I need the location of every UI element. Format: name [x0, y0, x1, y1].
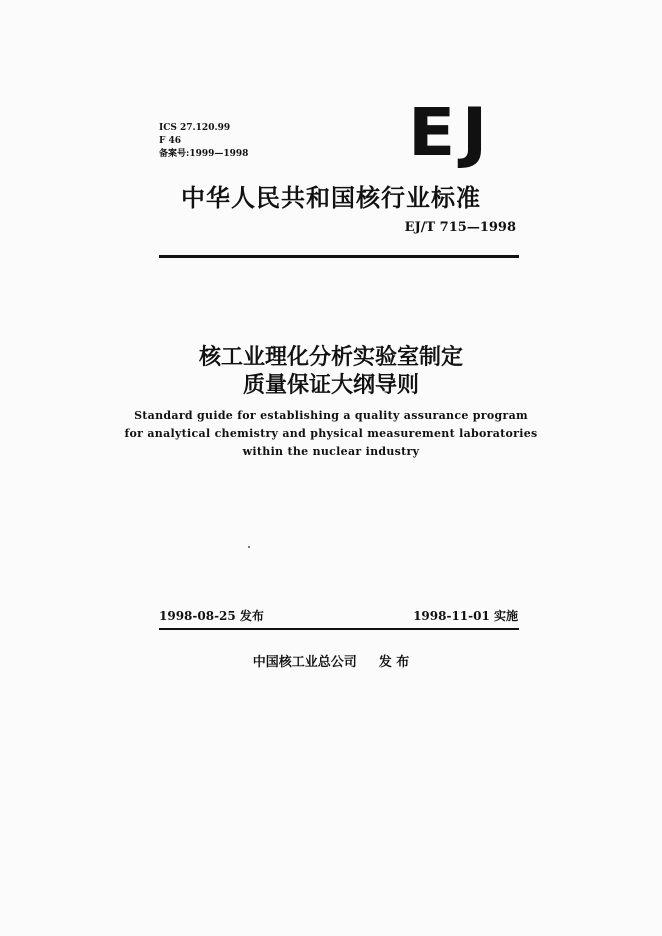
ej-logo: EJ	[407, 94, 494, 171]
ics-code: ICS 27.120.99	[159, 123, 231, 133]
english-title-line-3: within the nuclear industry	[242, 445, 420, 458]
standard-category-title: 中华人民共和国核行业标准	[181, 184, 481, 212]
bottom-divider	[159, 628, 519, 630]
publisher-name: 中国核工业总公司	[252, 655, 357, 670]
scan-speck	[248, 546, 250, 548]
chinese-title-line-2: 质量保证大纲导则	[242, 373, 419, 398]
chinese-title-line-1: 核工业理化分析实验室制定	[198, 345, 463, 370]
registration-number: 备案号:1999—1998	[159, 149, 249, 159]
issue-date: 1998-08-25 发布	[159, 609, 264, 623]
publisher-action: 发 布	[378, 655, 410, 670]
top-divider	[159, 255, 519, 258]
standard-number: EJ/T 715—1998	[404, 220, 516, 235]
english-title-line-1: Standard guide for establishing a quality assurance program	[134, 409, 528, 422]
ccs-code: F 46	[159, 136, 182, 146]
english-title-line-2: for analytical chemistry and physical measurement laboratories	[124, 427, 538, 440]
implementation-date: 1998-11-01 实施	[413, 609, 518, 623]
publisher-line	[0, 651, 662, 670]
